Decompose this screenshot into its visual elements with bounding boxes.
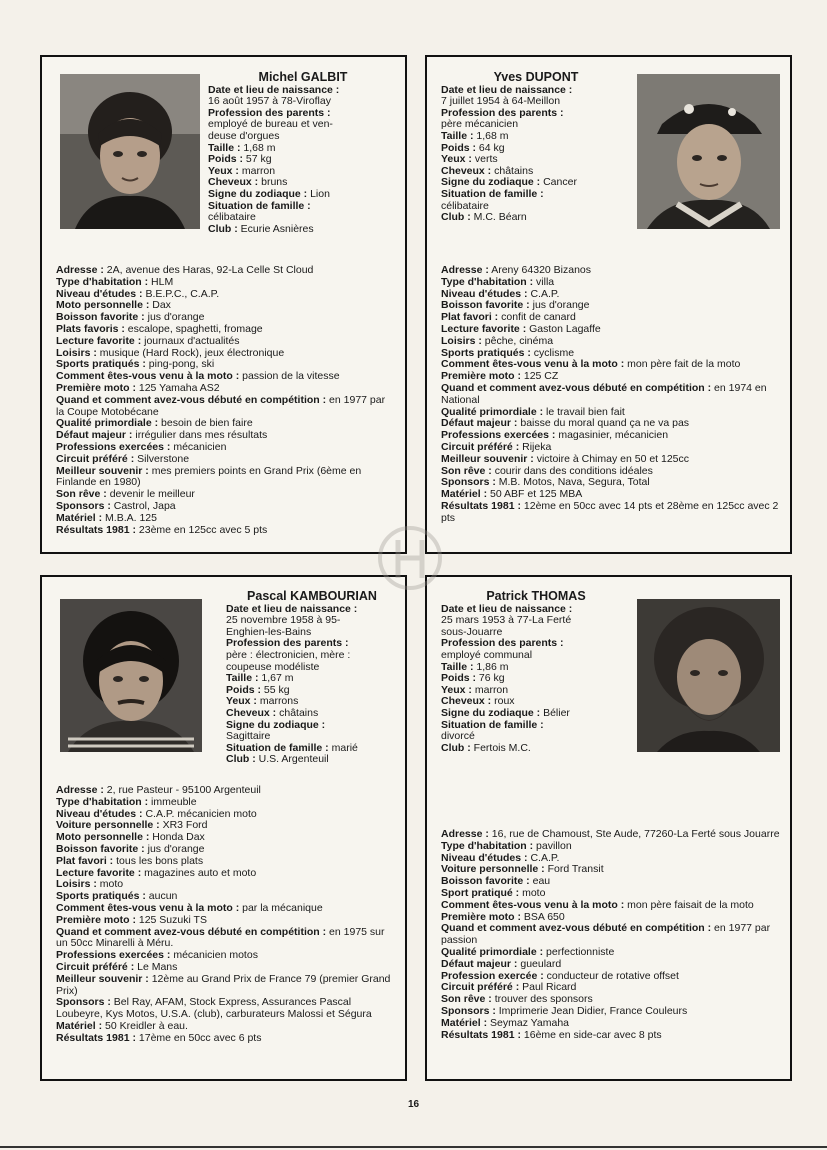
info-key: Moto personnelle : <box>56 831 150 844</box>
info-value: HLM <box>148 275 174 288</box>
info-value: Ford Transit <box>544 863 604 876</box>
info-value: Bel Ray, AFAM, Stock Express, Assurances Pascal Loubeyre, Kys Motos, U.S.A. (club), carburateurs Malossi et Ségura <box>56 996 372 1021</box>
info-key: Cheveux : <box>208 176 259 189</box>
info-key: Poids : <box>208 153 244 166</box>
info-value: moto <box>96 878 124 891</box>
info-key: Date et lieu de naissance : <box>441 602 573 615</box>
info-key: Signe du zodiaque : <box>441 706 541 719</box>
info-value: 7 juillet 1954 à 64-Meillon <box>441 95 561 108</box>
info-key: Type d'habitation : <box>56 275 149 288</box>
info-key: Sports pratiqués : <box>56 890 146 903</box>
info-value: en 1974 en National <box>441 381 767 406</box>
info-value: 55 kg <box>261 683 290 696</box>
info-line <box>56 974 396 998</box>
info-value: 25 novembre 1958 à 95- <box>226 614 341 627</box>
info-value: 125 Yamaha AS2 <box>135 381 220 394</box>
info-key: Circuit préféré : <box>56 960 135 973</box>
info-value: mécanicien <box>170 440 227 453</box>
info-value: père mécanicien <box>441 118 519 131</box>
info-value: M.B.A. 125 <box>102 511 157 524</box>
info-value: gueulard <box>517 957 562 970</box>
info-key: Matériel : <box>56 1019 103 1032</box>
info-value: pêche, cinéma <box>481 334 554 347</box>
rider-name: Patrick THOMAS <box>486 589 586 603</box>
rider-name: Yves DUPONT <box>493 70 579 84</box>
info-key: Situation de famille : <box>226 741 329 754</box>
info-value: pavillon <box>533 839 572 852</box>
info-key: Cheveux : <box>441 695 492 708</box>
info-key: Matériel : <box>56 511 103 524</box>
info-key: Adresse : <box>441 828 489 840</box>
info-value: C.A.P. <box>527 851 560 864</box>
info-key: Lecture favorite : <box>56 334 142 347</box>
info-key: Comment êtes-vous venu à la moto : <box>56 901 240 914</box>
info-line <box>441 212 631 224</box>
info-key: Sponsors : <box>56 996 111 1009</box>
info-value: en 1977 par passion <box>441 922 771 947</box>
info-key: Cheveux : <box>226 706 277 719</box>
info-key: Club : <box>441 211 471 224</box>
info-key: Qualité primordiale : <box>441 405 544 418</box>
info-key: Première moto : <box>441 910 521 923</box>
info-key: Yeux : <box>441 153 472 166</box>
info-key: Niveau d'études : <box>56 287 143 300</box>
info-key: Circuit préféré : <box>56 452 135 465</box>
info-key: Profession des parents : <box>226 637 349 650</box>
info-key: Professions exercées : <box>56 440 171 453</box>
info-key: Défaut majeur : <box>56 429 133 442</box>
rider-details <box>441 829 781 1041</box>
info-value: confit de canard <box>498 311 576 324</box>
info-value: 64 kg <box>476 141 505 154</box>
info-key: Professions exercées : <box>56 949 171 962</box>
info-value: par la mécanique <box>239 901 323 914</box>
info-key: Situation de famille : <box>208 199 311 212</box>
info-key: Qualité primordiale : <box>56 417 159 430</box>
info-value: marron <box>471 683 509 696</box>
info-value: magasinier, mécanicien <box>555 429 669 442</box>
info-key: Première moto : <box>56 381 136 394</box>
info-key: Quand et comment avez-vous débuté en compétition : <box>441 381 712 394</box>
info-value: Rijeka <box>519 440 552 453</box>
info-value: verts <box>471 153 498 166</box>
info-value: victoire à Chimay en 50 et 125cc <box>533 452 690 465</box>
info-value: Cancer <box>540 176 577 189</box>
info-value: trouver des sponsors <box>491 993 593 1006</box>
info-key: Lecture favorite : <box>441 322 527 335</box>
info-value: passion de la vitesse <box>239 370 340 383</box>
info-value: Lion <box>307 187 330 200</box>
info-key: Boisson favorite : <box>441 299 530 312</box>
info-key: Sports pratiqués : <box>441 346 531 359</box>
info-key: Sponsors : <box>441 1004 496 1017</box>
info-key: Résultats 1981 : <box>56 523 136 536</box>
page-number: 16 <box>407 1099 420 1110</box>
info-value: 2, rue Pasteur - 95100 Argenteuil <box>103 784 261 796</box>
info-key: Poids : <box>226 683 262 696</box>
info-key: Cheveux : <box>441 164 492 177</box>
info-value: marié <box>328 741 358 754</box>
info-value: châtains <box>276 706 319 719</box>
info-value: 50 Kreidler à eau. <box>102 1019 188 1032</box>
info-key: Poids : <box>441 672 477 685</box>
info-key: Son rêve : <box>441 993 492 1006</box>
info-value: 76 kg <box>476 672 505 685</box>
info-value: marron <box>238 164 276 177</box>
info-value: moto <box>519 886 546 899</box>
info-value: immeuble <box>148 795 197 808</box>
info-value: 12ème en 50cc avec 14 pts et 28ème en 125cc avec 2 pts <box>441 499 779 524</box>
info-value: jus d'orange <box>529 299 590 312</box>
info-key: Boisson favorite : <box>56 842 145 855</box>
info-key: Yeux : <box>441 683 472 696</box>
info-value: courir dans des conditions idéales <box>491 464 653 477</box>
info-key: Plat favori : <box>441 311 499 324</box>
info-value: devenir le meilleur <box>106 488 195 501</box>
info-line <box>226 754 398 766</box>
rider-details <box>441 265 781 525</box>
info-value: ping-pong, ski <box>145 358 215 371</box>
info-value: 2A, avenue des Haras, 92-La Celle St Cloud <box>103 264 314 276</box>
info-value: Fertois M.C. <box>470 741 531 754</box>
info-key: Signe du zodiaque : <box>226 718 326 731</box>
info-key: Première moto : <box>441 370 521 383</box>
info-line <box>441 923 781 947</box>
info-key: Plats favoris : <box>56 322 125 335</box>
info-value: eau <box>529 875 551 888</box>
info-key: Résultats 1981 : <box>56 1031 136 1044</box>
info-value: 23ème en 125cc avec 5 pts <box>135 523 268 536</box>
info-value: roux <box>491 695 515 708</box>
info-value: Paul Ricard <box>519 981 577 994</box>
info-key: Comment êtes-vous venu à la moto : <box>441 358 625 371</box>
info-value: 1,67 m <box>258 672 294 685</box>
info-key: Voiture personnelle : <box>56 819 160 832</box>
rider-header <box>208 72 398 235</box>
info-value: 16ème en side-car avec 8 pts <box>520 1028 662 1041</box>
info-key: Poids : <box>441 141 477 154</box>
info-value: M.C. Béarn <box>470 211 527 224</box>
info-key: Club : <box>208 222 238 235</box>
info-value: conducteur de rotative offset <box>543 969 679 982</box>
info-key: Signe du zodiaque : <box>441 176 541 189</box>
info-value: Areny 64320 Bizanos <box>488 264 592 276</box>
info-value: le travail bien fait <box>543 405 625 418</box>
info-value: 25 mars 1953 à 77-La Ferté <box>441 614 572 627</box>
info-line <box>56 395 396 419</box>
info-key: Sponsors : <box>56 499 111 512</box>
info-value: en 1975 sur un 50cc Minarelli à Méru. <box>56 925 385 950</box>
info-value: célibataire <box>208 211 256 224</box>
info-key: Taille : <box>226 672 259 685</box>
info-key: Club : <box>226 753 256 766</box>
info-line <box>441 743 631 755</box>
info-key: Résultats 1981 : <box>441 499 521 512</box>
info-value: 17ème en 50cc avec 6 pts <box>135 1031 262 1044</box>
info-key: Signe du zodiaque : <box>208 187 308 200</box>
info-line <box>56 997 396 1021</box>
info-key: Matériel : <box>441 488 488 501</box>
info-key: Yeux : <box>226 695 257 708</box>
info-value: employé communal <box>441 648 533 661</box>
rider-photo <box>637 74 780 229</box>
info-value: 12ème au Grand Prix de France 79 (premier Grand Prix) <box>56 972 391 997</box>
info-value: marrons <box>256 695 299 708</box>
info-key: Résultats 1981 : <box>441 1028 521 1041</box>
info-value: 1,68 m <box>473 129 509 142</box>
rider-card-galbit <box>40 55 407 554</box>
info-value: aucun <box>145 890 178 903</box>
info-key: Adresse : <box>56 264 104 276</box>
info-value: baisse du moral quand ça ne va pas <box>517 417 690 430</box>
info-value: Castrol, Japa <box>110 499 176 512</box>
info-value: 1,86 m <box>473 660 509 673</box>
info-value: jus d'orange <box>144 311 205 324</box>
info-value: mes premiers points en Grand Prix (6ème en Finlande en 1980) <box>56 464 362 489</box>
info-key: Quand et comment avez-vous débuté en compétition : <box>441 922 712 935</box>
info-key: Type d'habitation : <box>56 795 149 808</box>
info-value: mécanicien motos <box>170 949 258 962</box>
info-key: Type d'habitation : <box>441 275 534 288</box>
portrait-image <box>60 599 202 752</box>
info-value: employé de bureau et ven- <box>208 118 333 131</box>
info-value: Seymaz Yamaha <box>487 1016 570 1029</box>
info-value: 125 CZ <box>520 370 559 383</box>
info-key: Quand et comment avez-vous débuté en compétition : <box>56 925 327 938</box>
info-key: Loisirs : <box>56 346 97 359</box>
info-key: Taille : <box>441 660 474 673</box>
info-key: Circuit préféré : <box>441 440 520 453</box>
info-value: C.A.P. <box>527 287 560 300</box>
rider-card-dupont <box>425 55 792 554</box>
rider-photo <box>60 599 202 752</box>
bottom-rule <box>0 1146 827 1148</box>
info-value: magazines auto et moto <box>141 866 257 879</box>
rider-photo <box>60 74 200 229</box>
info-value: mon père fait de la moto <box>624 358 741 371</box>
info-key: Moto personnelle : <box>56 299 150 312</box>
info-value: bruns <box>258 176 288 189</box>
info-key: Profession des parents : <box>441 637 564 650</box>
info-value: tous les bons plats <box>113 854 204 867</box>
info-key: Date et lieu de naissance : <box>226 602 358 615</box>
rider-photo <box>637 599 780 752</box>
info-key: Meilleur souvenir : <box>56 464 149 477</box>
info-value: cyclisme <box>530 346 575 359</box>
info-value: 16 août 1957 à 78-Viroflay <box>208 95 331 108</box>
info-value: Ecurie Asnières <box>237 222 314 235</box>
info-key: Circuit préféré : <box>441 981 520 994</box>
rider-header <box>226 591 398 766</box>
info-key: Club : <box>441 741 471 754</box>
info-key: Taille : <box>441 129 474 142</box>
info-value: musique (Hard Rock), jeux électronique <box>96 346 285 359</box>
info-value: BSA 650 <box>520 910 565 923</box>
info-key: Yeux : <box>208 164 239 177</box>
rider-name: Pascal KAMBOURIAN <box>247 589 377 603</box>
info-key: Plat favori : <box>56 854 114 867</box>
info-key: Niveau d'études : <box>441 287 528 300</box>
rider-card-kambourian <box>40 575 407 1081</box>
info-key: Défaut majeur : <box>441 957 518 970</box>
info-value: C.A.P. mécanicien moto <box>142 807 257 820</box>
info-key: Profession exercée : <box>441 969 544 982</box>
info-key: Première moto : <box>56 913 136 926</box>
info-key: Défaut majeur : <box>441 417 518 430</box>
info-key: Date et lieu de naissance : <box>441 83 573 96</box>
info-value: 50 ABF et 125 MBA <box>487 488 583 501</box>
info-key: Type d'habitation : <box>441 839 534 852</box>
info-value: 125 Suzuki TS <box>135 913 207 926</box>
info-key: Boisson favorite : <box>441 875 530 888</box>
info-key: Professions exercées : <box>441 429 556 442</box>
info-line <box>208 224 398 236</box>
portrait-image <box>637 599 780 752</box>
info-key: Loisirs : <box>56 878 97 891</box>
info-key: Loisirs : <box>441 334 482 347</box>
info-value: Imprimerie Jean Didier, France Couleurs <box>495 1004 688 1017</box>
info-key: Quand et comment avez-vous débuté en compétition : <box>56 393 327 406</box>
info-value: Gaston Lagaffe <box>526 322 601 335</box>
info-value: B.E.P.C., C.A.P. <box>142 287 220 300</box>
info-value: M.B. Motos, Nava, Segura, Total <box>495 476 650 489</box>
info-key: Meilleur souvenir : <box>56 972 149 985</box>
rider-name: Michel GALBIT <box>258 70 348 84</box>
info-key: Comment êtes-vous venu à la moto : <box>441 898 625 911</box>
info-value: Bélier <box>540 706 570 719</box>
info-key: Profession des parents : <box>441 106 564 119</box>
info-value: père : électronicien, mère : <box>226 648 351 661</box>
info-value: Sagittaire <box>226 730 271 743</box>
info-value: journaux d'actualités <box>141 334 240 347</box>
info-value: sous-Jouarre <box>441 625 503 638</box>
info-key: Qualité primordiale : <box>441 945 544 958</box>
info-key: Profession des parents : <box>208 106 331 119</box>
info-value: deuse d'orgues <box>208 129 280 142</box>
info-value: en 1977 par la Coupe Motobécane <box>56 393 386 418</box>
info-line <box>441 1030 781 1042</box>
info-line <box>56 1033 396 1045</box>
info-value: Honda Dax <box>149 831 205 844</box>
info-value: U.S. Argenteuil <box>255 753 329 766</box>
info-key: Son rêve : <box>441 464 492 477</box>
info-key: Date et lieu de naissance : <box>208 83 340 96</box>
info-value: escalope, spaghetti, fromage <box>124 322 263 335</box>
info-value: coupeuse modéliste <box>226 660 320 673</box>
rider-header <box>441 591 631 754</box>
info-key: Taille : <box>208 141 241 154</box>
info-line <box>56 927 396 951</box>
portrait-image <box>60 74 200 229</box>
info-key: Comment êtes-vous venu à la moto : <box>56 370 240 383</box>
info-key: Sport pratiqué : <box>441 886 520 899</box>
info-value: Enghien-les-Bains <box>226 625 312 638</box>
info-key: Situation de famille : <box>441 718 544 731</box>
info-value: 16, rue de Chamoust, Ste Aude, 77260-La Ferté sous Jouarre <box>488 828 780 840</box>
info-key: Matériel : <box>441 1016 488 1029</box>
info-value: irrégulier dans mes résultats <box>132 429 268 442</box>
rider-header <box>441 72 631 224</box>
info-key: Adresse : <box>441 264 489 276</box>
info-value: 57 kg <box>243 153 272 166</box>
info-key: Voiture personnelle : <box>441 863 545 876</box>
info-key: Lecture favorite : <box>56 866 142 879</box>
info-value: villa <box>533 275 555 288</box>
info-value: besoin de bien faire <box>158 417 253 430</box>
rider-card-thomas <box>425 575 792 1081</box>
info-key: Meilleur souvenir : <box>441 452 534 465</box>
info-key: Adresse : <box>56 784 104 796</box>
info-line <box>56 466 396 490</box>
info-key: Niveau d'études : <box>441 851 528 864</box>
info-value: perfectionniste <box>543 945 615 958</box>
info-key: Niveau d'études : <box>56 807 143 820</box>
info-value: jus d'orange <box>144 842 205 855</box>
watermark-logo <box>370 518 450 608</box>
info-value: XR3 Ford <box>159 819 208 832</box>
portrait-image <box>637 74 780 229</box>
info-value: châtains <box>491 164 534 177</box>
info-value: divorcé <box>441 730 475 743</box>
info-value: Le Mans <box>134 960 178 973</box>
info-value: célibataire <box>441 199 489 212</box>
info-value: Dax <box>149 299 171 312</box>
rider-details <box>56 785 396 1045</box>
info-key: Sports pratiqués : <box>56 358 146 371</box>
info-value: Silverstone <box>134 452 190 465</box>
info-key: Situation de famille : <box>441 187 544 200</box>
rider-details <box>56 265 396 536</box>
info-value: mon père faisait de la moto <box>624 898 754 911</box>
info-key: Boisson favorite : <box>56 311 145 324</box>
info-key: Sponsors : <box>441 476 496 489</box>
info-key: Son rêve : <box>56 488 107 501</box>
info-line <box>441 383 781 407</box>
info-line <box>56 525 396 537</box>
info-line <box>441 501 781 525</box>
info-value: 1,68 m <box>240 141 276 154</box>
